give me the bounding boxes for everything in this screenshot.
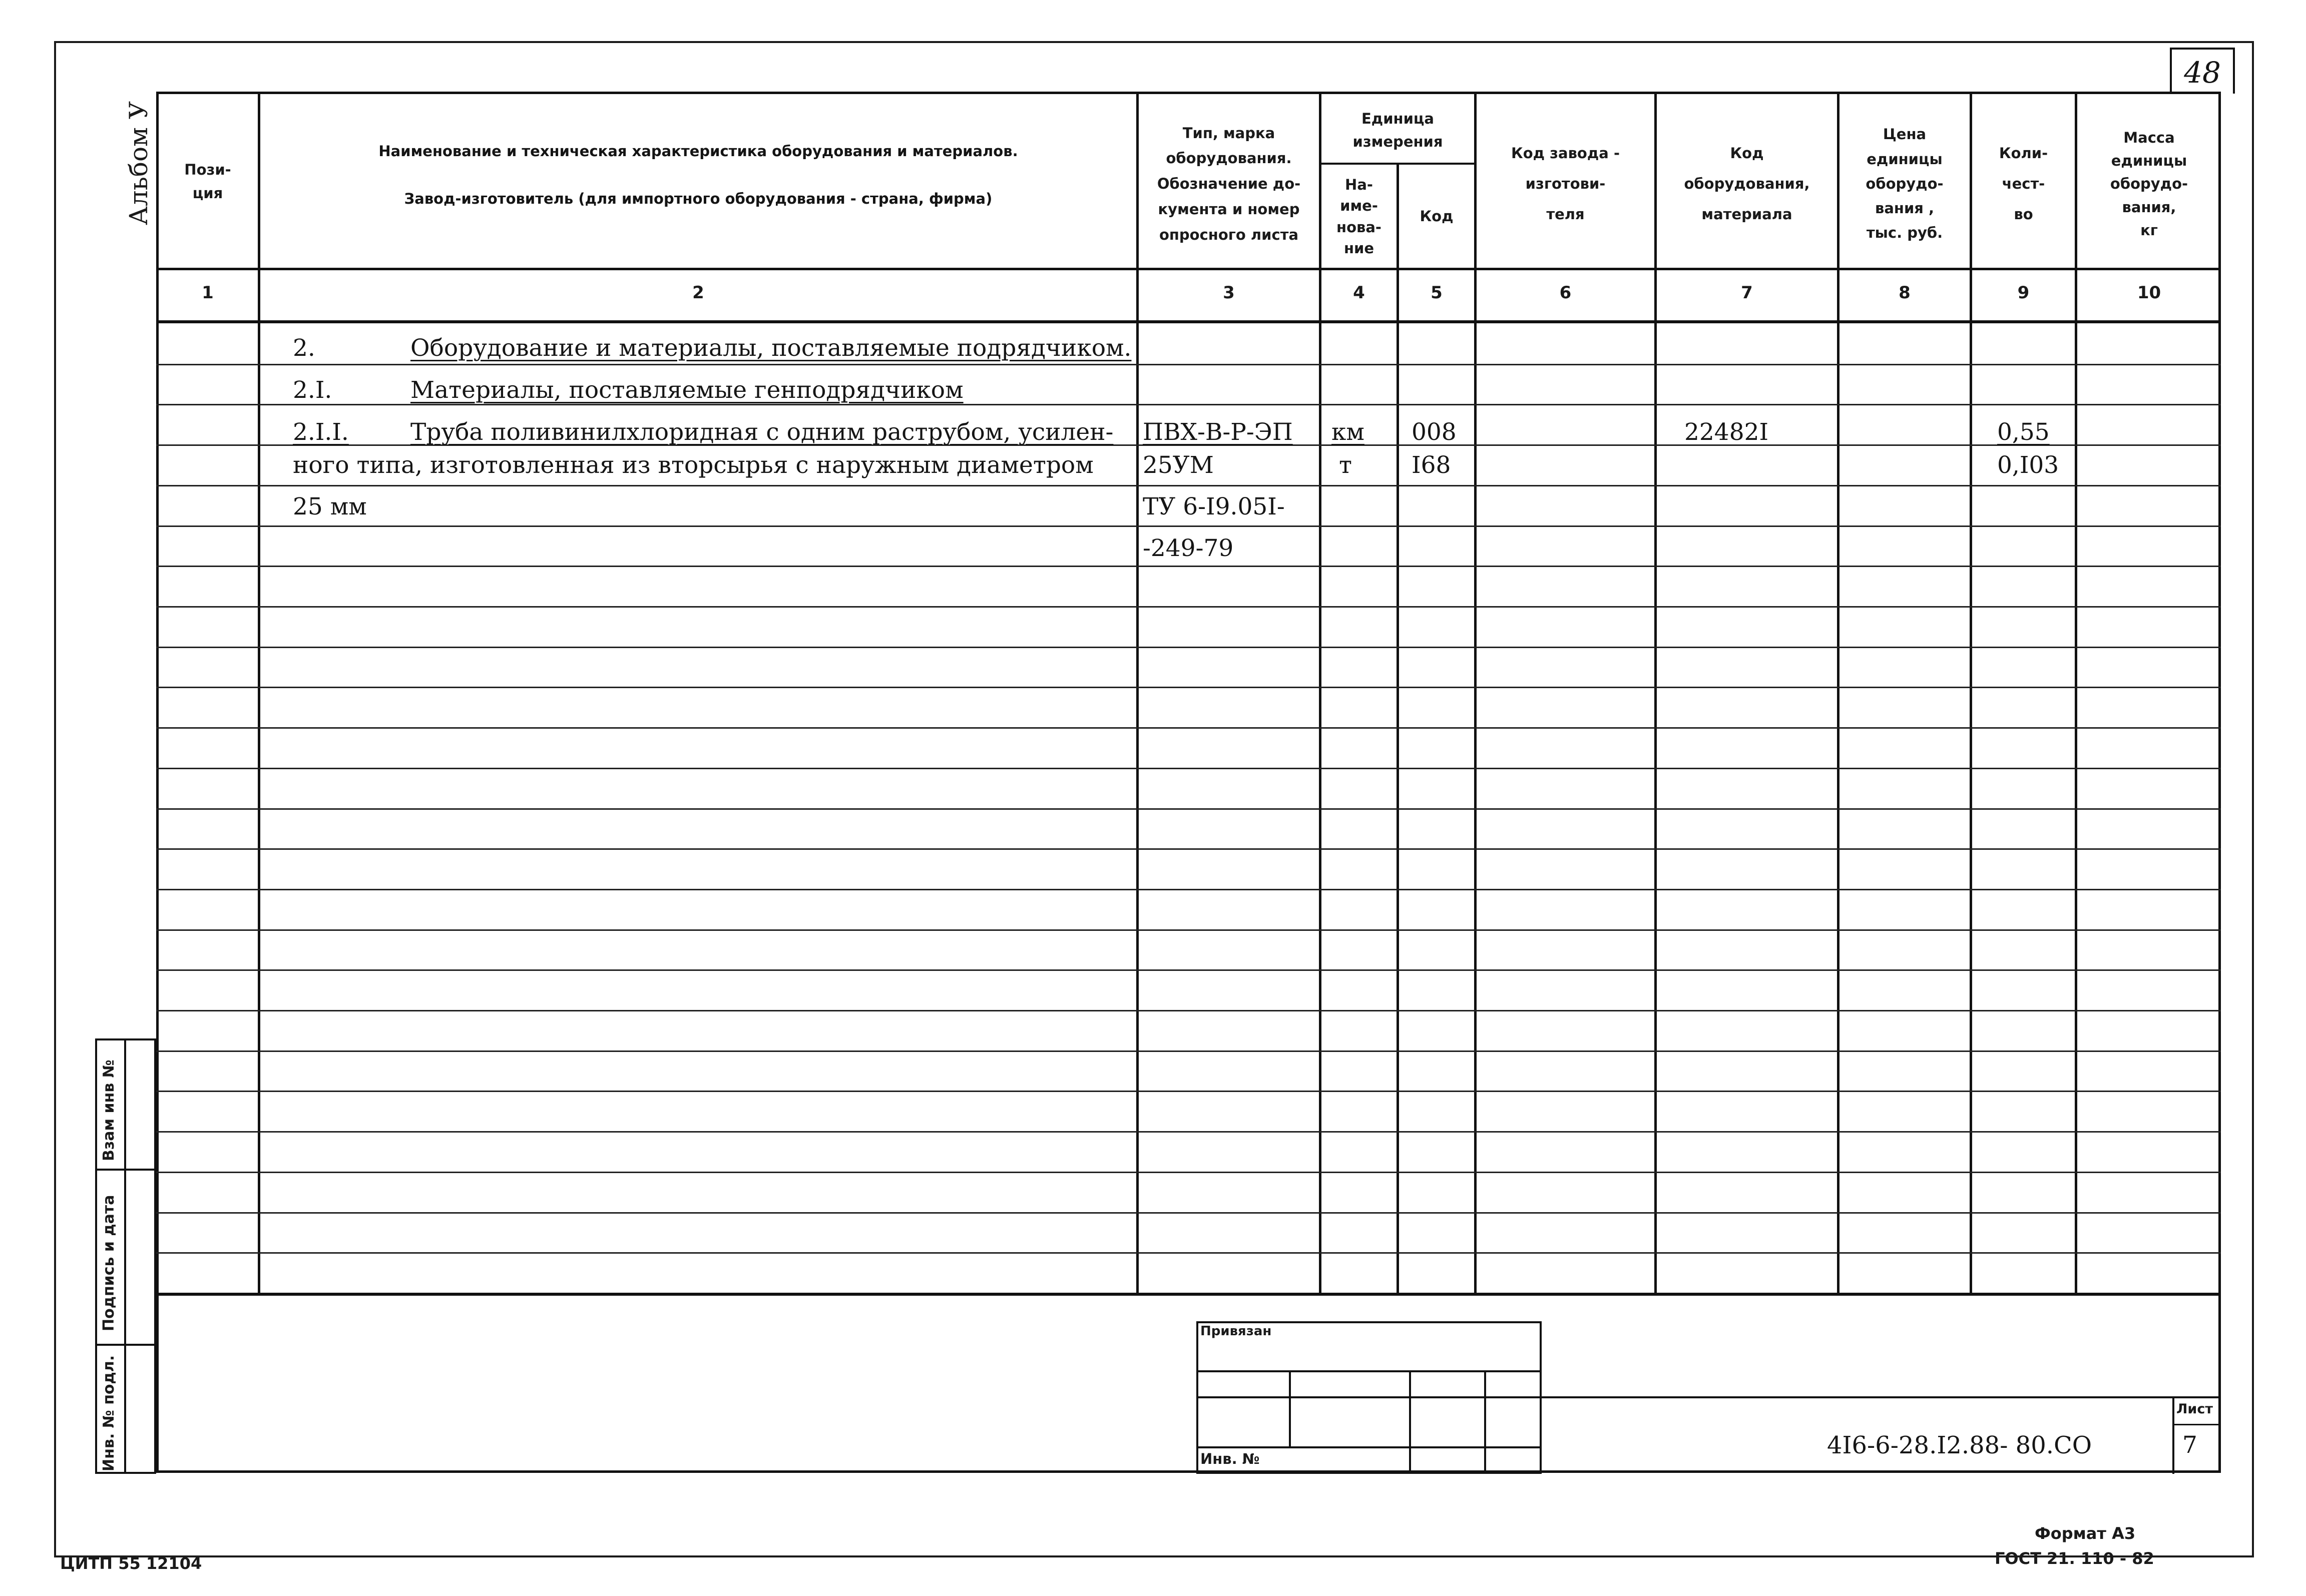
- row-line: [156, 566, 2221, 567]
- col-num-10: 10: [2137, 283, 2161, 303]
- header-price: Цена единицы оборудо- вания , тыс. руб.: [1866, 126, 1944, 242]
- row-line: [156, 647, 2221, 648]
- subsection-title: Материалы, поставляемые генподрядчиком: [410, 376, 964, 404]
- header-position: Пози- ция: [184, 161, 231, 202]
- type-line3: ТУ 6-I9.05I-: [1143, 493, 1285, 520]
- replace-inv-label: Взам инв №: [100, 1059, 118, 1161]
- section-title: Оборудование и материалы, поставляемые подрядчиком.: [410, 334, 1132, 362]
- row-line: [156, 1212, 2221, 1214]
- code-168: I68: [1412, 451, 1451, 479]
- col-num-3: 3: [1223, 283, 1235, 303]
- document-code: 4I6-6-28.I2.88- 80.СО: [1827, 1431, 2092, 1459]
- signature-date-label: Подпись и дата: [100, 1195, 118, 1331]
- col-num-1: 1: [202, 283, 214, 303]
- album-label: Альбом У: [124, 101, 153, 225]
- row-line: [156, 364, 2221, 365]
- sheet-label: Лист: [2176, 1401, 2213, 1417]
- header-material-code: Код оборудования, материала: [1684, 145, 1810, 223]
- header-name-line1: Наименование и техническая характеристика оборудования и материалов.: [378, 143, 1018, 160]
- row-line: [156, 1131, 2221, 1133]
- quantity-2: 0,I03: [1997, 451, 2059, 479]
- col-num-5: 5: [1431, 283, 1443, 303]
- header-unit-code: Код: [1420, 208, 1454, 225]
- col-num-7: 7: [1741, 283, 1753, 303]
- col-num-8: 8: [1899, 283, 1911, 303]
- type-line1: ПВХ-В-Р-ЭП: [1143, 418, 1293, 446]
- row-line: [156, 727, 2221, 729]
- row-line: [156, 525, 2221, 527]
- row-line: [156, 848, 2221, 850]
- header-quantity: Коли- чест- во: [1999, 145, 2048, 223]
- footer-code: ЦИТП 55 12104: [60, 1554, 202, 1573]
- item-number: 2.I.I.: [293, 418, 349, 446]
- col-num-2: 2: [692, 283, 704, 303]
- section-number: 2.: [293, 334, 315, 362]
- row-line: [156, 404, 2221, 405]
- header-factory-code: Код завода - изготови- теля: [1511, 145, 1620, 223]
- row-line: [156, 1172, 2221, 1173]
- header-type: Тип, марка оборудования. Обозначение до- кумента и номер опросного листа: [1157, 124, 1301, 243]
- row-line: [156, 1091, 2221, 1092]
- header-mass: Масса единицы оборудо- вания, кг: [2110, 129, 2188, 239]
- inv-no-label: Инв. № подл.: [100, 1355, 118, 1471]
- format-label: Формат А3: [2035, 1524, 2136, 1543]
- unit-km: км: [1331, 418, 1364, 446]
- item-line2: ного типа, изготовленная из вторсырья с наружным диаметром: [293, 451, 1094, 479]
- row-line: [156, 929, 2221, 931]
- bound-label: Привязан: [1200, 1324, 1272, 1339]
- unit-t: т: [1339, 451, 1352, 479]
- row-line: [156, 606, 2221, 608]
- page-number: 48: [2170, 48, 2235, 94]
- col-num-9: 9: [2017, 283, 2030, 303]
- row-line: [156, 1010, 2221, 1011]
- quantity-1: 0,55: [1997, 418, 2050, 446]
- row-line: [156, 1050, 2221, 1052]
- row-line: [156, 889, 2221, 890]
- row-line: [156, 485, 2221, 486]
- row-line: [156, 969, 2221, 971]
- material-code: 22482I: [1684, 418, 1769, 446]
- gost-label: ГОСТ 21. 110 - 82: [1995, 1549, 2154, 1568]
- row-line: [156, 808, 2221, 810]
- header-unit-name: На- име- нова- ние: [1336, 176, 1381, 257]
- header-unit: Единица измерения: [1352, 110, 1443, 150]
- type-line4: -249-79: [1143, 535, 1234, 562]
- row-line: [156, 687, 2221, 688]
- code-008: 008: [1412, 418, 1457, 446]
- type-line2: 25УМ: [1143, 451, 1214, 479]
- row-line: [156, 1252, 2221, 1254]
- row-line: [156, 768, 2221, 769]
- item-line3: 25 мм: [293, 493, 367, 520]
- header-name-line2: Завод-изготовитель (для импортного оборудования - страна, фирма): [404, 190, 993, 207]
- item-line1: Труба поливинилхлоридная с одним раструбом, усилен-: [410, 418, 1114, 446]
- col-num-4: 4: [1353, 283, 1365, 303]
- inv-label: Инв. №: [1200, 1450, 1260, 1467]
- col-num-6: 6: [1559, 283, 1572, 303]
- subsection-number: 2.I.: [293, 376, 332, 404]
- sheet-number: 7: [2182, 1431, 2197, 1459]
